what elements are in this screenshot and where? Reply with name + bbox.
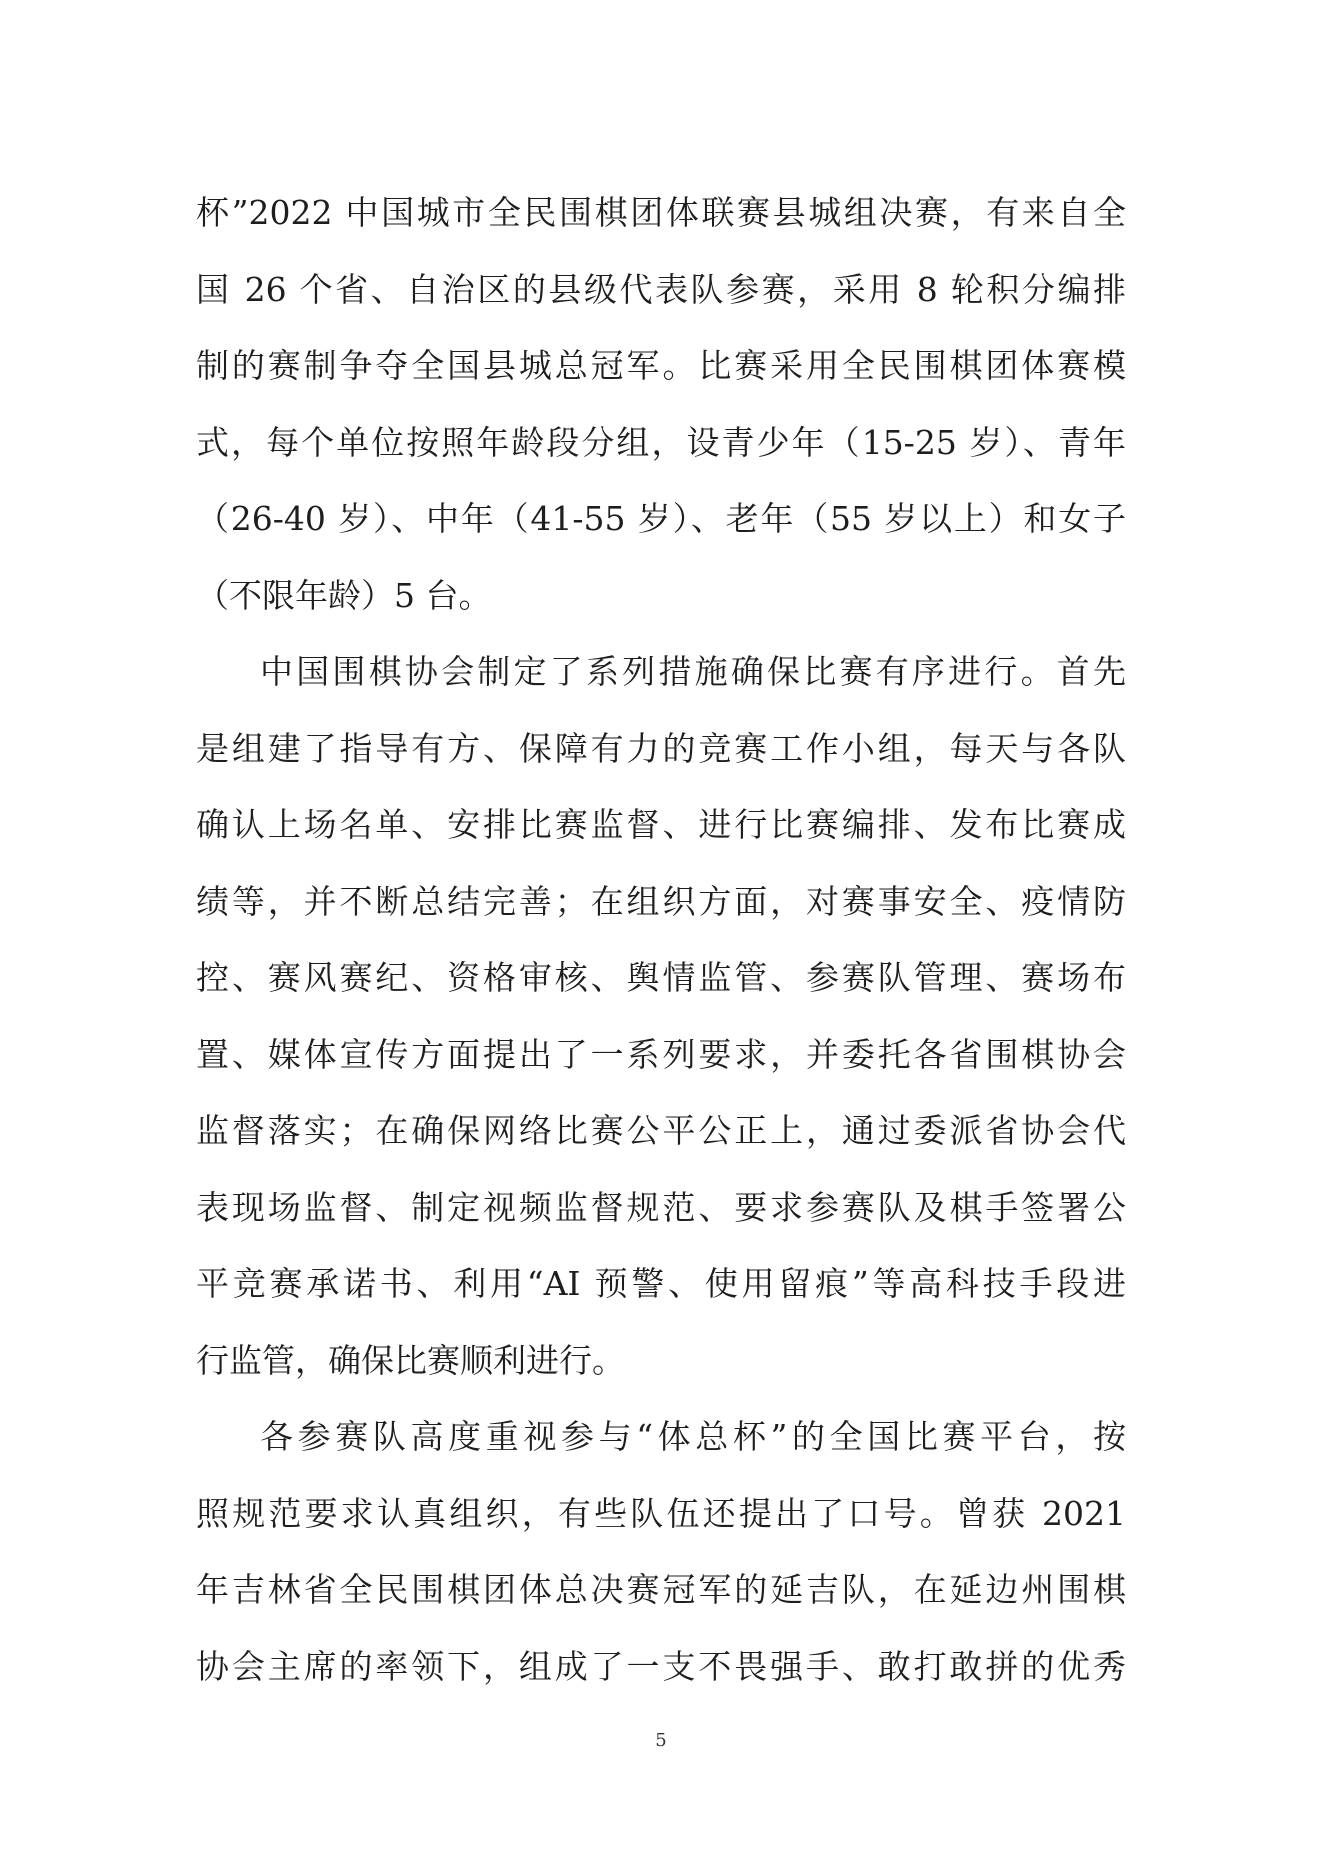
text-line: 控、赛风赛纪、资格审核、舆情监管、参赛队管理、赛场布: [196, 958, 1126, 997]
text-line: 监督落实；在确保网络比赛公平公正上，通过委派省协会代: [196, 1111, 1126, 1150]
text-line: 年吉林省全民围棋团体总决赛冠军的延吉队，在延边州围棋: [196, 1570, 1126, 1609]
text-line: 平竞赛承诺书、利用“AI 预警、使用留痕”等高科技手段进: [196, 1264, 1126, 1303]
text-line: 各参赛队高度重视参与“体总杯”的全国比赛平台，按: [260, 1417, 1126, 1456]
text-line: 国 26 个省、自治区的县级代表队参赛，采用 8 轮积分编排: [196, 269, 1126, 309]
text-line: （不限年龄）5 台。: [196, 575, 492, 615]
text-line: 制的赛制争夺全国县城总冠军。比赛采用全民围棋团体赛模: [196, 346, 1126, 385]
text-line: 确认上场名单、安排比赛监督、进行比赛编排、发布比赛成: [196, 805, 1126, 844]
text-line: 行监管，确保比赛顺利进行。: [196, 1340, 625, 1380]
text-line: 绩等，并不断总结完善；在组织方面，对赛事安全、疫情防: [196, 881, 1126, 921]
text-line: 协会主席的率领下，组成了一支不畏强手、敢打敢拼的优秀: [196, 1646, 1126, 1686]
text-line: 杯”2022 中国城市全民围棋团体联赛县城组决赛，有来自全: [196, 193, 1126, 232]
text-line: 式，每个单位按照年龄段分组，设青少年（15-25 岁）、青年: [196, 422, 1126, 462]
text-line: 是组建了指导有方、保障有力的竞赛工作小组，每天与各队: [196, 728, 1126, 768]
page-number: 5: [655, 1730, 667, 1751]
body-text: [196, 175, 1126, 1705]
text-line: 中国围棋协会制定了系列措施确保比赛有序进行。首先: [260, 652, 1126, 691]
text-line: 照规范要求认真组织，有些队伍还提出了口号。曾获 2021: [196, 1493, 1126, 1533]
text-line: 置、媒体宣传方面提出了一系列要求，并委托各省围棋协会: [196, 1034, 1126, 1074]
text-line: 表现场监督、制定视频监督规范、要求参赛队及棋手签署公: [196, 1187, 1126, 1227]
text-line: （26-40 岁）、中年（41-55 岁）、老年（55 岁以上）和女子: [196, 499, 1126, 538]
